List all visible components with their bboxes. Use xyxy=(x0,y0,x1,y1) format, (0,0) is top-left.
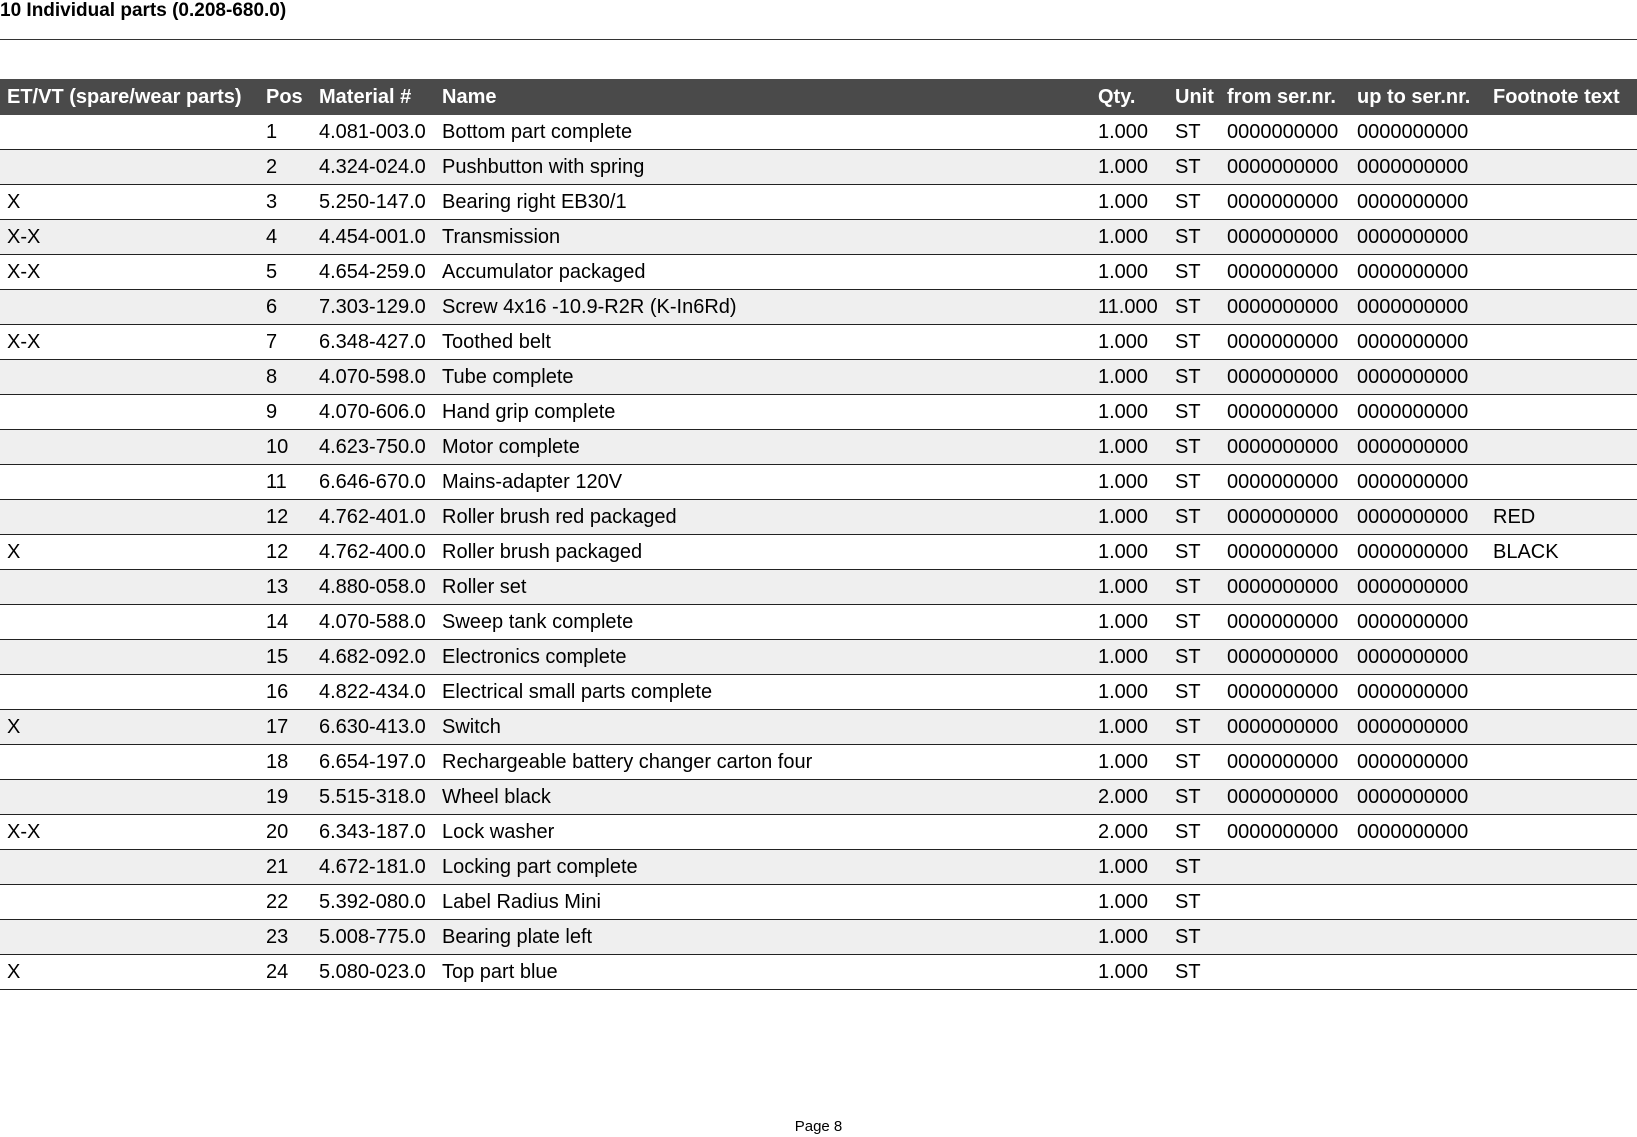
cell-etvt xyxy=(0,430,259,465)
cell-pos: 11 xyxy=(259,465,312,500)
cell-etvt xyxy=(0,745,259,780)
cell-footnote xyxy=(1486,430,1637,465)
cell-from-ser: 0000000000 xyxy=(1220,220,1350,255)
cell-qty: 1.000 xyxy=(1091,955,1168,990)
cell-unit: ST xyxy=(1168,115,1220,150)
cell-from-ser: 0000000000 xyxy=(1220,815,1350,850)
cell-footnote: RED xyxy=(1486,500,1637,535)
cell-pos: 7 xyxy=(259,325,312,360)
cell-qty: 1.000 xyxy=(1091,675,1168,710)
cell-footnote: BLACK xyxy=(1486,535,1637,570)
cell-from-ser: 0000000000 xyxy=(1220,150,1350,185)
cell-up-to-ser: 0000000000 xyxy=(1350,535,1486,570)
cell-etvt: X xyxy=(0,710,259,745)
cell-footnote xyxy=(1486,150,1637,185)
cell-unit: ST xyxy=(1168,325,1220,360)
cell-etvt: X xyxy=(0,535,259,570)
cell-unit: ST xyxy=(1168,885,1220,920)
cell-footnote xyxy=(1486,325,1637,360)
table-row xyxy=(0,675,1637,710)
cell-etvt xyxy=(0,290,259,325)
cell-footnote xyxy=(1486,850,1637,885)
cell-from-ser: 0000000000 xyxy=(1220,640,1350,675)
cell-name: Roller brush packaged xyxy=(435,535,1091,570)
table-row xyxy=(0,955,1637,990)
cell-pos: 18 xyxy=(259,745,312,780)
cell-pos: 20 xyxy=(259,815,312,850)
cell-material: 4.070-598.0 xyxy=(312,360,435,395)
cell-etvt: X xyxy=(0,955,259,990)
cell-qty: 1.000 xyxy=(1091,640,1168,675)
cell-footnote xyxy=(1486,920,1637,955)
cell-unit: ST xyxy=(1168,780,1220,815)
cell-material: 4.454-001.0 xyxy=(312,220,435,255)
cell-name: Wheel black xyxy=(435,780,1091,815)
cell-etvt: X-X xyxy=(0,220,259,255)
cell-etvt xyxy=(0,850,259,885)
cell-material: 4.623-750.0 xyxy=(312,430,435,465)
cell-pos: 16 xyxy=(259,675,312,710)
title-divider xyxy=(0,39,1637,40)
cell-from-ser: 0000000000 xyxy=(1220,710,1350,745)
cell-pos: 1 xyxy=(259,115,312,150)
cell-etvt xyxy=(0,395,259,430)
cell-up-to-ser xyxy=(1350,920,1486,955)
table-row xyxy=(0,710,1637,745)
cell-from-ser: 0000000000 xyxy=(1220,185,1350,220)
table-row xyxy=(0,745,1637,780)
cell-from-ser: 0000000000 xyxy=(1220,465,1350,500)
cell-from-ser xyxy=(1220,955,1350,990)
cell-etvt xyxy=(0,675,259,710)
cell-qty: 1.000 xyxy=(1091,605,1168,640)
cell-etvt xyxy=(0,500,259,535)
cell-unit: ST xyxy=(1168,850,1220,885)
cell-from-ser: 0000000000 xyxy=(1220,115,1350,150)
cell-from-ser xyxy=(1220,920,1350,955)
cell-qty: 2.000 xyxy=(1091,780,1168,815)
header-qty: Qty. xyxy=(1091,79,1168,115)
cell-name: Top part blue xyxy=(435,955,1091,990)
cell-footnote xyxy=(1486,360,1637,395)
table-row xyxy=(0,850,1637,885)
cell-material: 6.348-427.0 xyxy=(312,325,435,360)
header-name: Name xyxy=(435,79,1091,115)
header-unit: Unit xyxy=(1168,79,1220,115)
cell-footnote xyxy=(1486,570,1637,605)
cell-etvt xyxy=(0,920,259,955)
cell-footnote xyxy=(1486,220,1637,255)
cell-qty: 1.000 xyxy=(1091,430,1168,465)
cell-from-ser: 0000000000 xyxy=(1220,430,1350,465)
cell-qty: 1.000 xyxy=(1091,325,1168,360)
cell-up-to-ser: 0000000000 xyxy=(1350,465,1486,500)
cell-etvt: X-X xyxy=(0,815,259,850)
cell-up-to-ser: 0000000000 xyxy=(1350,360,1486,395)
cell-pos: 3 xyxy=(259,185,312,220)
cell-qty: 1.000 xyxy=(1091,885,1168,920)
cell-name: Electronics complete xyxy=(435,640,1091,675)
cell-unit: ST xyxy=(1168,815,1220,850)
cell-name: Screw 4x16 -10.9-R2R (K-In6Rd) xyxy=(435,290,1091,325)
cell-qty: 1.000 xyxy=(1091,360,1168,395)
cell-up-to-ser: 0000000000 xyxy=(1350,675,1486,710)
cell-footnote xyxy=(1486,465,1637,500)
cell-pos: 17 xyxy=(259,710,312,745)
cell-pos: 22 xyxy=(259,885,312,920)
table-row xyxy=(0,325,1637,360)
cell-name: Electrical small parts complete xyxy=(435,675,1091,710)
cell-material: 7.303-129.0 xyxy=(312,290,435,325)
cell-pos: 19 xyxy=(259,780,312,815)
cell-footnote xyxy=(1486,640,1637,675)
cell-material: 6.630-413.0 xyxy=(312,710,435,745)
cell-pos: 14 xyxy=(259,605,312,640)
cell-from-ser: 0000000000 xyxy=(1220,395,1350,430)
cell-unit: ST xyxy=(1168,395,1220,430)
table-row xyxy=(0,605,1637,640)
cell-name: Roller brush red packaged xyxy=(435,500,1091,535)
cell-name: Bearing plate left xyxy=(435,920,1091,955)
header-up-to-ser: up to ser.nr. xyxy=(1350,79,1486,115)
table-row xyxy=(0,780,1637,815)
cell-material: 4.682-092.0 xyxy=(312,640,435,675)
table-header-row xyxy=(0,79,1637,115)
cell-pos: 13 xyxy=(259,570,312,605)
cell-name: Motor complete xyxy=(435,430,1091,465)
cell-up-to-ser: 0000000000 xyxy=(1350,815,1486,850)
cell-unit: ST xyxy=(1168,150,1220,185)
cell-qty: 1.000 xyxy=(1091,850,1168,885)
table-row xyxy=(0,430,1637,465)
cell-unit: ST xyxy=(1168,220,1220,255)
cell-pos: 23 xyxy=(259,920,312,955)
table-row xyxy=(0,360,1637,395)
cell-etvt xyxy=(0,570,259,605)
cell-footnote xyxy=(1486,395,1637,430)
cell-material: 4.324-024.0 xyxy=(312,150,435,185)
cell-pos: 8 xyxy=(259,360,312,395)
cell-from-ser: 0000000000 xyxy=(1220,360,1350,395)
cell-footnote xyxy=(1486,780,1637,815)
cell-etvt xyxy=(0,605,259,640)
cell-unit: ST xyxy=(1168,465,1220,500)
page-title: 10 Individual parts (0.208-680.0) xyxy=(0,0,287,21)
cell-from-ser: 0000000000 xyxy=(1220,605,1350,640)
cell-etvt xyxy=(0,465,259,500)
cell-up-to-ser: 0000000000 xyxy=(1350,745,1486,780)
cell-up-to-ser: 0000000000 xyxy=(1350,290,1486,325)
cell-from-ser: 0000000000 xyxy=(1220,255,1350,290)
cell-footnote xyxy=(1486,605,1637,640)
cell-material: 4.762-400.0 xyxy=(312,535,435,570)
cell-name: Roller set xyxy=(435,570,1091,605)
cell-name: Locking part complete xyxy=(435,850,1091,885)
table-row xyxy=(0,535,1637,570)
cell-name: Hand grip complete xyxy=(435,395,1091,430)
cell-up-to-ser: 0000000000 xyxy=(1350,710,1486,745)
cell-pos: 2 xyxy=(259,150,312,185)
table-row xyxy=(0,570,1637,605)
cell-name: Toothed belt xyxy=(435,325,1091,360)
cell-qty: 1.000 xyxy=(1091,150,1168,185)
table-row xyxy=(0,220,1637,255)
cell-up-to-ser: 0000000000 xyxy=(1350,255,1486,290)
cell-qty: 1.000 xyxy=(1091,745,1168,780)
cell-up-to-ser: 0000000000 xyxy=(1350,115,1486,150)
cell-qty: 1.000 xyxy=(1091,710,1168,745)
table-row xyxy=(0,640,1637,675)
cell-unit: ST xyxy=(1168,920,1220,955)
cell-qty: 2.000 xyxy=(1091,815,1168,850)
cell-unit: ST xyxy=(1168,290,1220,325)
cell-footnote xyxy=(1486,885,1637,920)
cell-from-ser xyxy=(1220,850,1350,885)
cell-unit: ST xyxy=(1168,710,1220,745)
cell-qty: 1.000 xyxy=(1091,465,1168,500)
cell-up-to-ser: 0000000000 xyxy=(1350,605,1486,640)
cell-material: 4.880-058.0 xyxy=(312,570,435,605)
cell-from-ser: 0000000000 xyxy=(1220,780,1350,815)
cell-etvt xyxy=(0,115,259,150)
cell-name: Accumulator packaged xyxy=(435,255,1091,290)
cell-material: 4.081-003.0 xyxy=(312,115,435,150)
table-row xyxy=(0,150,1637,185)
cell-from-ser: 0000000000 xyxy=(1220,745,1350,780)
cell-material: 6.343-187.0 xyxy=(312,815,435,850)
cell-footnote xyxy=(1486,185,1637,220)
cell-qty: 1.000 xyxy=(1091,535,1168,570)
cell-pos: 12 xyxy=(259,500,312,535)
parts-table xyxy=(0,79,1637,990)
cell-unit: ST xyxy=(1168,955,1220,990)
cell-footnote xyxy=(1486,815,1637,850)
cell-up-to-ser: 0000000000 xyxy=(1350,570,1486,605)
cell-unit: ST xyxy=(1168,640,1220,675)
cell-qty: 1.000 xyxy=(1091,500,1168,535)
cell-unit: ST xyxy=(1168,675,1220,710)
cell-pos: 4 xyxy=(259,220,312,255)
cell-etvt xyxy=(0,885,259,920)
cell-footnote xyxy=(1486,290,1637,325)
cell-material: 4.070-588.0 xyxy=(312,605,435,640)
cell-name: Pushbutton with spring xyxy=(435,150,1091,185)
cell-etvt: X xyxy=(0,185,259,220)
cell-name: Bottom part complete xyxy=(435,115,1091,150)
cell-etvt xyxy=(0,780,259,815)
cell-etvt xyxy=(0,150,259,185)
cell-qty: 1.000 xyxy=(1091,185,1168,220)
cell-unit: ST xyxy=(1168,500,1220,535)
cell-name: Sweep tank complete xyxy=(435,605,1091,640)
header-material: Material # xyxy=(312,79,435,115)
cell-material: 5.250-147.0 xyxy=(312,185,435,220)
cell-footnote xyxy=(1486,255,1637,290)
table-row xyxy=(0,885,1637,920)
cell-name: Bearing right EB30/1 xyxy=(435,185,1091,220)
cell-pos: 9 xyxy=(259,395,312,430)
header-from-ser: from ser.nr. xyxy=(1220,79,1350,115)
table-body xyxy=(0,115,1637,990)
cell-name: Label Radius Mini xyxy=(435,885,1091,920)
cell-name: Switch xyxy=(435,710,1091,745)
table-row xyxy=(0,185,1637,220)
cell-material: 6.646-670.0 xyxy=(312,465,435,500)
cell-etvt xyxy=(0,640,259,675)
cell-unit: ST xyxy=(1168,430,1220,465)
cell-pos: 15 xyxy=(259,640,312,675)
cell-material: 4.070-606.0 xyxy=(312,395,435,430)
cell-from-ser xyxy=(1220,885,1350,920)
cell-qty: 1.000 xyxy=(1091,395,1168,430)
cell-up-to-ser: 0000000000 xyxy=(1350,430,1486,465)
cell-unit: ST xyxy=(1168,535,1220,570)
cell-up-to-ser xyxy=(1350,955,1486,990)
cell-from-ser: 0000000000 xyxy=(1220,570,1350,605)
cell-material: 5.008-775.0 xyxy=(312,920,435,955)
table-row xyxy=(0,255,1637,290)
table-row xyxy=(0,500,1637,535)
header-etvt: ET/VT (spare/wear parts) xyxy=(0,79,259,115)
cell-qty: 1.000 xyxy=(1091,115,1168,150)
cell-pos: 12 xyxy=(259,535,312,570)
cell-name: Transmission xyxy=(435,220,1091,255)
table-row xyxy=(0,290,1637,325)
cell-qty: 1.000 xyxy=(1091,220,1168,255)
cell-name: Mains-adapter 120V xyxy=(435,465,1091,500)
header-footnote: Footnote text xyxy=(1486,79,1637,115)
cell-up-to-ser: 0000000000 xyxy=(1350,500,1486,535)
cell-unit: ST xyxy=(1168,255,1220,290)
page-number: Page 8 xyxy=(794,1118,843,1135)
cell-material: 4.654-259.0 xyxy=(312,255,435,290)
cell-material: 6.654-197.0 xyxy=(312,745,435,780)
cell-footnote xyxy=(1486,710,1637,745)
cell-name: Lock washer xyxy=(435,815,1091,850)
cell-pos: 21 xyxy=(259,850,312,885)
cell-from-ser: 0000000000 xyxy=(1220,500,1350,535)
table-row xyxy=(0,815,1637,850)
cell-material: 4.672-181.0 xyxy=(312,850,435,885)
cell-etvt xyxy=(0,360,259,395)
cell-up-to-ser: 0000000000 xyxy=(1350,325,1486,360)
table-row xyxy=(0,920,1637,955)
cell-name: Rechargeable battery changer carton four xyxy=(435,745,1091,780)
cell-unit: ST xyxy=(1168,360,1220,395)
cell-pos: 10 xyxy=(259,430,312,465)
cell-from-ser: 0000000000 xyxy=(1220,675,1350,710)
cell-etvt: X-X xyxy=(0,325,259,360)
cell-up-to-ser: 0000000000 xyxy=(1350,780,1486,815)
cell-material: 5.392-080.0 xyxy=(312,885,435,920)
cell-up-to-ser: 0000000000 xyxy=(1350,220,1486,255)
cell-qty: 1.000 xyxy=(1091,920,1168,955)
cell-footnote xyxy=(1486,115,1637,150)
table-row xyxy=(0,465,1637,500)
cell-unit: ST xyxy=(1168,605,1220,640)
cell-up-to-ser xyxy=(1350,885,1486,920)
cell-up-to-ser xyxy=(1350,850,1486,885)
table-row xyxy=(0,115,1637,150)
cell-name: Tube complete xyxy=(435,360,1091,395)
cell-unit: ST xyxy=(1168,570,1220,605)
cell-up-to-ser: 0000000000 xyxy=(1350,150,1486,185)
cell-from-ser: 0000000000 xyxy=(1220,325,1350,360)
cell-footnote xyxy=(1486,675,1637,710)
cell-material: 4.822-434.0 xyxy=(312,675,435,710)
cell-qty: 11.000 xyxy=(1091,290,1168,325)
cell-pos: 5 xyxy=(259,255,312,290)
cell-qty: 1.000 xyxy=(1091,255,1168,290)
cell-material: 4.762-401.0 xyxy=(312,500,435,535)
cell-up-to-ser: 0000000000 xyxy=(1350,185,1486,220)
cell-unit: ST xyxy=(1168,185,1220,220)
cell-qty: 1.000 xyxy=(1091,570,1168,605)
cell-pos: 6 xyxy=(259,290,312,325)
cell-footnote xyxy=(1486,745,1637,780)
cell-material: 5.080-023.0 xyxy=(312,955,435,990)
header-pos: Pos xyxy=(259,79,312,115)
cell-up-to-ser: 0000000000 xyxy=(1350,395,1486,430)
cell-pos: 24 xyxy=(259,955,312,990)
cell-material: 5.515-318.0 xyxy=(312,780,435,815)
table-row xyxy=(0,395,1637,430)
cell-unit: ST xyxy=(1168,745,1220,780)
cell-etvt: X-X xyxy=(0,255,259,290)
cell-up-to-ser: 0000000000 xyxy=(1350,640,1486,675)
cell-from-ser: 0000000000 xyxy=(1220,290,1350,325)
cell-from-ser: 0000000000 xyxy=(1220,535,1350,570)
cell-footnote xyxy=(1486,955,1637,990)
